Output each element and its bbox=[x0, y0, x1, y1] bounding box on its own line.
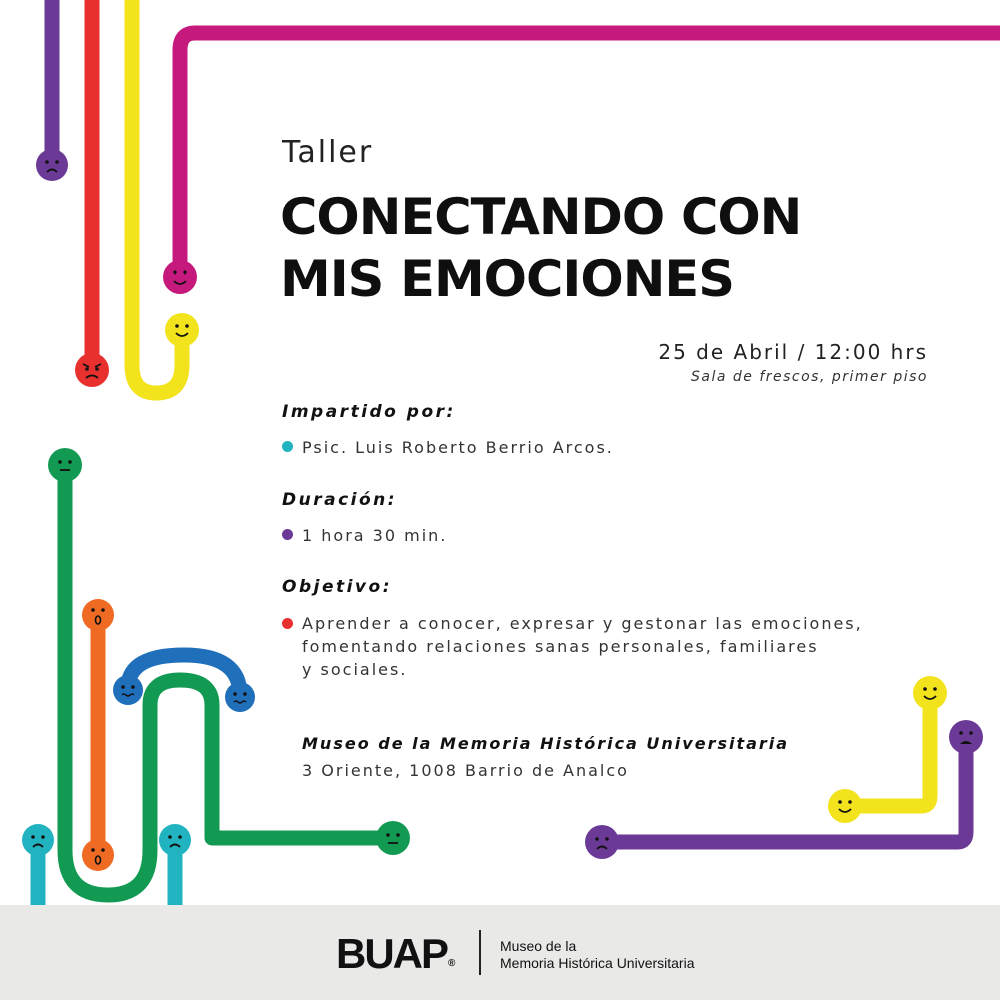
duration-value: 1 hora 30 min. bbox=[302, 526, 448, 545]
footer-line-2: Memoria Histórica Universitaria bbox=[500, 955, 695, 971]
objective-label: Objetivo: bbox=[282, 577, 392, 597]
purple-bullet-icon bbox=[282, 529, 293, 540]
footer-divider bbox=[479, 930, 481, 975]
teal-bullet-icon bbox=[282, 441, 293, 452]
objective-item bbox=[282, 612, 863, 681]
objective-line-3: y sociales. bbox=[302, 660, 408, 679]
title-line-2: MIS EMOCIONES bbox=[280, 250, 734, 308]
pretitle: Taller bbox=[282, 135, 374, 170]
instructor-name: Psic. Luis Roberto Berrio Arcos. bbox=[302, 438, 614, 457]
page-title bbox=[280, 186, 801, 310]
duration-label: Duración: bbox=[282, 490, 398, 510]
logo-registered-mark: ® bbox=[448, 958, 456, 969]
title-line-1: CONECTANDO CON bbox=[280, 188, 802, 246]
logo-text: BUAP bbox=[336, 930, 448, 977]
event-room: Sala de frescos, primer piso bbox=[690, 369, 928, 385]
red-bullet-icon bbox=[282, 618, 293, 629]
buap-logo bbox=[336, 930, 455, 978]
duration-item bbox=[282, 524, 447, 547]
objective-line-2: fomentando relaciones sanas personales, familiares bbox=[302, 637, 819, 656]
venue-address: 3 Oriente, 1008 Barrio de Analco bbox=[302, 761, 629, 780]
venue-name: Museo de la Memoria Histórica Universitaria bbox=[302, 734, 790, 753]
instructor-label: Impartido por: bbox=[282, 402, 456, 422]
footer-museum-name bbox=[500, 938, 695, 972]
objective-line-1: Aprender a conocer, expresar y gestonar las emociones, bbox=[302, 614, 863, 633]
instructor-item bbox=[282, 436, 614, 459]
footer-line-1: Museo de la bbox=[500, 938, 577, 954]
event-date-time: 25 de Abril / 12:00 hrs bbox=[658, 340, 928, 364]
